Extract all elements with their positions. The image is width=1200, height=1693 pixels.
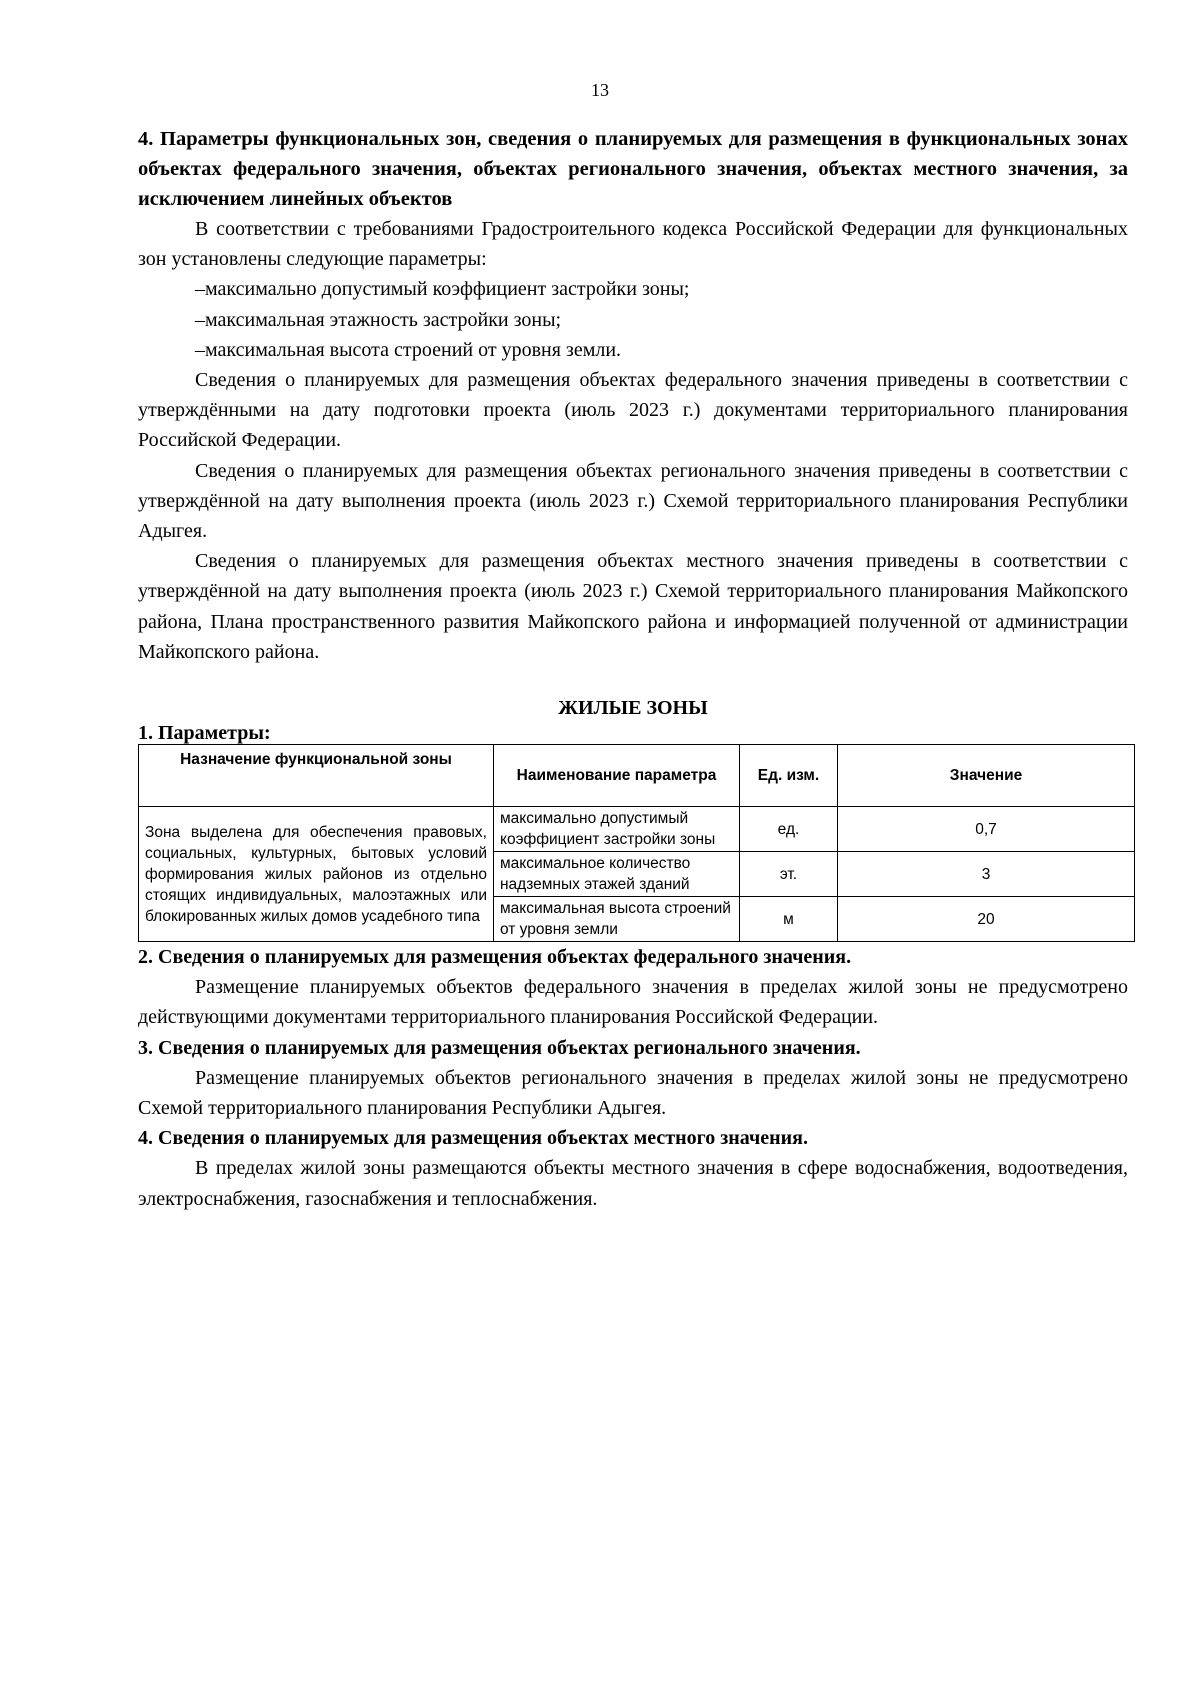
federal-text: Размещение планируемых объектов федерального значения в пределах жилой зоны не предусмотрено действующими документами территориального планирования Российской Федерации. bbox=[138, 976, 1128, 1029]
parameter-name-cell: максимальное количество надземных этажей зданий bbox=[494, 852, 740, 897]
parameter-name-cell: максимальная высота строений от уровня земли bbox=[494, 897, 740, 942]
parameter-name-cell: максимально допустимый коэффициент застройки зоны bbox=[494, 807, 740, 852]
list-item: –максимально допустимый коэффициент застройки зоны; bbox=[195, 278, 690, 301]
header-unit: Ед. изм. bbox=[740, 745, 838, 807]
value-cell: 0,7 bbox=[838, 807, 1135, 852]
list-item: –максимальная высота строений от уровня земли. bbox=[195, 338, 622, 361]
list-item: –максимальная этажность застройки зоны; bbox=[195, 308, 562, 331]
regional-text: Размещение планируемых объектов регионального значения в пределах жилой зоны не предусмотрено Схемой территориального планирования Республики Адыгея. bbox=[138, 1066, 1128, 1120]
zone-title: ЖИЛЫЕ ЗОНЫ bbox=[558, 697, 708, 720]
unit-cell: эт. bbox=[740, 852, 838, 897]
document-body bbox=[138, 124, 1128, 1214]
regional-info-paragraph: Сведения о планируемых для размещения объектах регионального значения приведены в соответствии с утверждённой на дату выполнения проекта (июль 2023 г.) Схемой территориального планирования Республики Адыгея. bbox=[138, 459, 1128, 543]
header-zone-purpose: Назначение функциональной зоны bbox=[139, 745, 494, 807]
parameters-table bbox=[138, 744, 1135, 942]
local-text: В пределах жилой зоны размещаются объекты местного значения в сфере водоснабжения, водоотведения, электроснабжения, газоснабжения и теплоснабжения. bbox=[138, 1157, 1128, 1210]
unit-cell: м bbox=[740, 897, 838, 942]
header-parameter-name: Наименование параметра bbox=[494, 745, 740, 807]
local-heading: 4. Сведения о планируемых для размещения объектах местного значения. bbox=[138, 1127, 808, 1150]
header-value: Значение bbox=[838, 745, 1135, 807]
zone-purpose-cell: Зона выделена для обеспечения правовых, социальных, культурных, бытовых условий формирования жилых районов из отдельно стоящих индивидуальных, малоэтажных или блокированных жилых домов усадебного типа bbox=[139, 807, 494, 942]
value-cell: 3 bbox=[838, 852, 1135, 897]
table-row bbox=[139, 807, 1135, 852]
intro-paragraph: В соответствии с требованиями Градостроительного кодекса Российской Федерации для функциональных зон установлены следующие параметры: bbox=[138, 218, 1128, 271]
params-heading: 1. Параметры: bbox=[138, 722, 271, 745]
value-cell: 20 bbox=[838, 897, 1135, 942]
federal-info-paragraph: Сведения о планируемых для размещения объектах федерального значения приведены в соответствии с утверждёнными на дату подготовки проекта (июль 2023 г.) документами территориального планирования Российской Федерации. bbox=[138, 369, 1128, 452]
page-number: 13 bbox=[591, 80, 609, 100]
regional-heading: 3. Сведения о планируемых для размещения объектах регионального значения. bbox=[138, 1036, 861, 1059]
local-info-paragraph: Сведения о планируемых для размещения объектах местного значения приведены в соответствии с утверждённой на дату выполнения проекта (июль 2023 г.) Схемой территориального планирования Майкопского района, Плана пространственного развития Майкопского района и информацией полученной от администрации Майкопского района. bbox=[138, 550, 1128, 663]
federal-heading: 2. Сведения о планируемых для размещения объектах федерального значения. bbox=[138, 946, 852, 969]
table-header-row bbox=[139, 745, 1135, 807]
unit-cell: ед. bbox=[740, 807, 838, 852]
section-heading: 4. Параметры функциональных зон, сведения о планируемых для размещения в функциональных зонах объектах федерального значения, объектах регионального значения, объектах местного значения, за исключением линейных объектов bbox=[138, 128, 1128, 210]
